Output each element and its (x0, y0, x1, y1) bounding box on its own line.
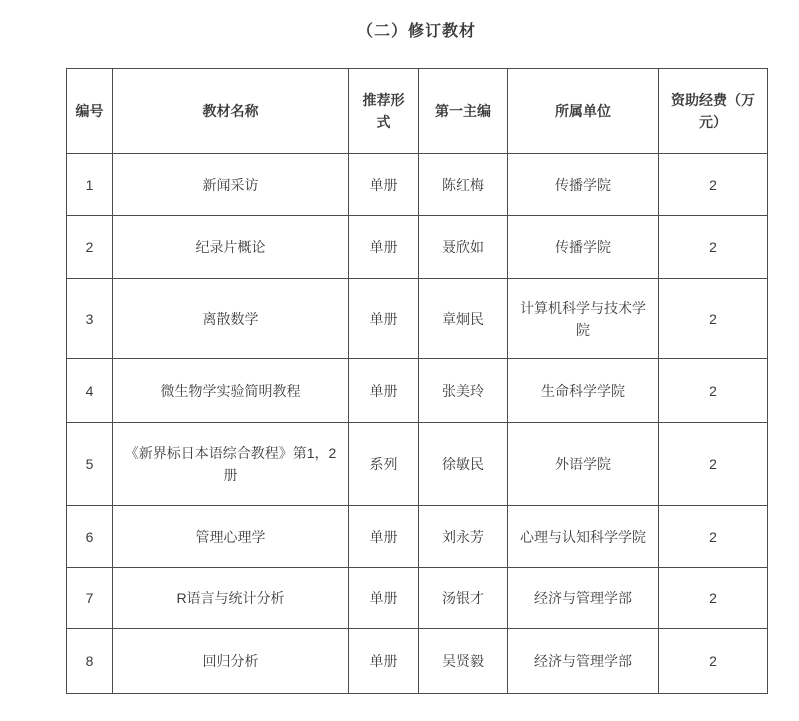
cell-funding: 2 (659, 568, 768, 629)
document-page (66, 21, 767, 694)
cell-form: 单册 (349, 216, 419, 279)
header-cell-title: 教材名称 (113, 69, 349, 154)
cell-unit: 经济与管理学部 (508, 629, 659, 694)
cell-number: 8 (67, 629, 113, 694)
cell-title: 离散数学 (113, 279, 349, 359)
cell-title: 回归分析 (113, 629, 349, 694)
cell-number: 3 (67, 279, 113, 359)
table-header-row (67, 69, 768, 154)
cell-editor: 吴贤毅 (419, 629, 508, 694)
cell-editor: 张美玲 (419, 359, 508, 423)
header-cell-editor: 第一主编 (419, 69, 508, 154)
table-row (67, 568, 768, 629)
cell-funding: 2 (659, 279, 768, 359)
table-row (67, 154, 768, 216)
cell-unit: 传播学院 (508, 216, 659, 279)
cell-editor: 聂欣如 (419, 216, 508, 279)
cell-unit: 经济与管理学部 (508, 568, 659, 629)
cell-title: R语言与统计分析 (113, 568, 349, 629)
cell-number: 6 (67, 506, 113, 568)
cell-form: 单册 (349, 568, 419, 629)
header-cell-number: 编号 (67, 69, 113, 154)
cell-editor: 徐敏民 (419, 423, 508, 506)
cell-title: 微生物学实验简明教程 (113, 359, 349, 423)
cell-funding: 2 (659, 359, 768, 423)
cell-unit: 计算机科学与技术学院 (508, 279, 659, 359)
cell-number: 2 (67, 216, 113, 279)
cell-title: 纪录片概论 (113, 216, 349, 279)
cell-unit: 心理与认知科学学院 (508, 506, 659, 568)
revised-materials-table (66, 68, 768, 694)
cell-number: 7 (67, 568, 113, 629)
table-row (67, 629, 768, 694)
header-cell-unit: 所属单位 (508, 69, 659, 154)
cell-funding: 2 (659, 629, 768, 694)
table-row (67, 506, 768, 568)
cell-form: 单册 (349, 629, 419, 694)
table-row (67, 423, 768, 506)
cell-form: 单册 (349, 279, 419, 359)
cell-unit: 生命科学学院 (508, 359, 659, 423)
cell-funding: 2 (659, 154, 768, 216)
cell-title: 管理心理学 (113, 506, 349, 568)
table-row (67, 359, 768, 423)
header-cell-form: 推荐形式 (349, 69, 419, 154)
cell-unit: 传播学院 (508, 154, 659, 216)
cell-editor: 汤银才 (419, 568, 508, 629)
cell-title: 《新界标日本语综合教程》第1，2册 (113, 423, 349, 506)
cell-form: 系列 (349, 423, 419, 506)
cell-number: 4 (67, 359, 113, 423)
cell-form: 单册 (349, 359, 419, 423)
cell-title: 新闻采访 (113, 154, 349, 216)
cell-editor: 陈红梅 (419, 154, 508, 216)
header-cell-funding: 资助经费（万元） (659, 69, 768, 154)
cell-editor: 章炯民 (419, 279, 508, 359)
cell-form: 单册 (349, 154, 419, 216)
cell-number: 1 (67, 154, 113, 216)
cell-editor: 刘永芳 (419, 506, 508, 568)
cell-unit: 外语学院 (508, 423, 659, 506)
table-row (67, 216, 768, 279)
cell-funding: 2 (659, 506, 768, 568)
cell-funding: 2 (659, 216, 768, 279)
cell-funding: 2 (659, 423, 768, 506)
cell-number: 5 (67, 423, 113, 506)
table-row (67, 279, 768, 359)
cell-form: 单册 (349, 506, 419, 568)
page-title: （二）修订教材 (356, 23, 476, 40)
